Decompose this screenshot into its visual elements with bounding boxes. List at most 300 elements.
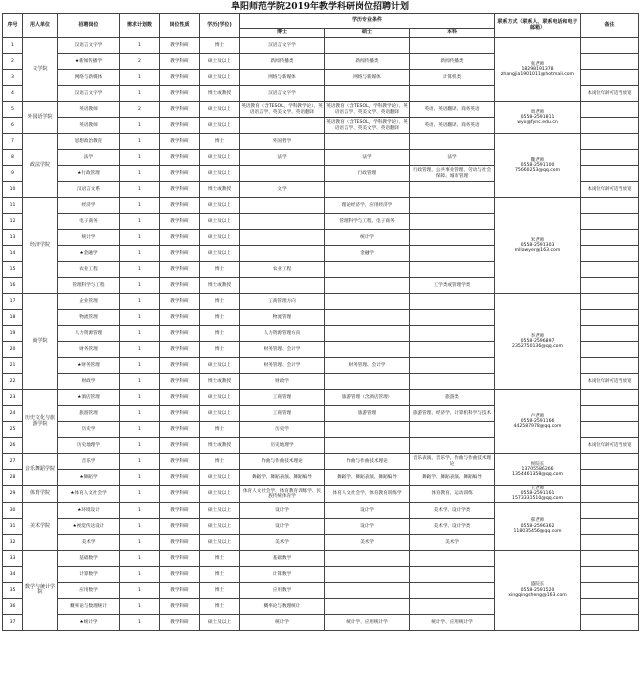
- post-name: 计算数学: [58, 566, 120, 582]
- row-number: 35: [3, 582, 23, 598]
- contact-line: 0558-2591100: [520, 162, 555, 168]
- degree-requirement: 博士或教授: [200, 182, 240, 198]
- degree-requirement: 博士: [200, 326, 240, 342]
- master-major: [325, 134, 410, 150]
- demand-count: 1: [120, 518, 160, 534]
- demand-count: 1: [120, 550, 160, 566]
- remark: [581, 390, 639, 406]
- phd-major: 人力资源管理方向: [240, 326, 325, 342]
- row-number: 23: [3, 390, 23, 406]
- master-major: [325, 310, 410, 326]
- master-major: [325, 598, 410, 614]
- master-major: 舞蹈学、舞蹈表演、舞蹈编导: [325, 470, 410, 486]
- row-number: 36: [3, 598, 23, 614]
- bachelor-major: 旅游管理、经济学、计算机科学与技术: [410, 406, 495, 422]
- bachelor-major: 行政管理、公共事业管理、劳动与社会保障、城市管理: [410, 166, 495, 182]
- phd-major: 基础数学: [240, 550, 325, 566]
- unit-name: 音乐舞蹈学院: [23, 454, 58, 486]
- post-name: ★体育人文社会学: [58, 486, 120, 503]
- unit-name: 外国语学院: [23, 102, 58, 134]
- post-type: 教学科研: [160, 246, 200, 262]
- contact-line: 李老师: [530, 333, 545, 339]
- unit-name: 体育学院: [23, 486, 58, 503]
- phd-major: 工商管理方向: [240, 294, 325, 310]
- bachelor-major: [410, 582, 495, 598]
- phd-major: [240, 118, 325, 134]
- master-major: 理论经济学、应用经济学: [325, 198, 410, 214]
- master-major: 作曲与作曲技术理论: [325, 454, 410, 470]
- demand-count: 1: [120, 486, 160, 503]
- remark: [581, 118, 639, 134]
- bachelor-major: 体育教育、运动训练: [410, 486, 495, 503]
- row-number: 1: [3, 38, 23, 54]
- post-name: 旅游管理: [58, 406, 120, 422]
- degree-requirement: 博士: [200, 454, 240, 470]
- row-number: 28: [3, 470, 23, 486]
- post-name: 思想政治教育: [58, 134, 120, 150]
- master-major: 统计学、应用统计学: [325, 614, 410, 630]
- degree-requirement: 博士: [200, 294, 240, 310]
- demand-count: 1: [120, 70, 160, 86]
- phd-major: 财政学: [240, 374, 325, 390]
- phd-major: 文学: [240, 182, 325, 198]
- bachelor-major: [410, 294, 495, 310]
- degree-requirement: 博士或教授: [200, 374, 240, 390]
- bachelor-major: 英语、英语翻译、商务英语: [410, 118, 495, 134]
- phd-major: 统计学: [240, 614, 325, 630]
- contact-line: mllawyer@163.com: [514, 248, 561, 254]
- degree-requirement: 博士: [200, 422, 240, 438]
- phd-major: 舞蹈学、舞蹈表演、舞蹈编导: [240, 470, 325, 486]
- remark: [581, 326, 639, 342]
- demand-count: 1: [120, 358, 160, 374]
- post-name: ★行政管理: [58, 166, 120, 182]
- post-type: 教学科研: [160, 598, 200, 614]
- bachelor-major: [410, 566, 495, 582]
- post-name: 历史地理学: [58, 438, 120, 454]
- contact-line: 米老师: [530, 237, 545, 243]
- post-type: 教学科研: [160, 102, 200, 118]
- contact-info: [495, 134, 581, 198]
- bachelor-major: [410, 214, 495, 230]
- post-name: 汉语言文字学: [58, 86, 120, 102]
- post-type: 教学科研: [160, 438, 200, 454]
- remark: [581, 422, 639, 438]
- post-type: 教学科研: [160, 358, 200, 374]
- remark: [581, 134, 639, 150]
- post-type: 教学科研: [160, 134, 200, 150]
- row-number: 17: [3, 294, 23, 310]
- header-master: 硕士: [325, 29, 410, 38]
- bachelor-major: 美术学: [410, 534, 495, 550]
- bachelor-major: [410, 310, 495, 326]
- post-type: 教学科研: [160, 230, 200, 246]
- degree-requirement: 博士: [200, 134, 240, 150]
- degree-requirement: 硕士及以上: [200, 70, 240, 86]
- phd-major: 农业工程: [240, 262, 325, 278]
- remark: [581, 518, 639, 534]
- phd-major: 体育人文社会学、体育教育训练学、民族传统体育学: [240, 486, 325, 503]
- post-name: 企业管理: [58, 294, 120, 310]
- row-number: 33: [3, 550, 23, 566]
- contact-line: 侯院长: [530, 461, 545, 467]
- unit-name: 文学院: [23, 38, 58, 102]
- master-major: 法学: [325, 150, 410, 166]
- row-number: 31: [3, 518, 23, 534]
- table-row: [3, 38, 639, 54]
- post-name: 电子商务: [58, 214, 120, 230]
- master-major: [325, 550, 410, 566]
- post-name: 物流管理: [58, 310, 120, 326]
- phd-major: 财务管理、会计学: [240, 342, 325, 358]
- master-major: 英语教育（含TESOL，学科教学论）、英语语言学、英美文学、英语翻译: [325, 102, 410, 118]
- master-major: [325, 326, 410, 342]
- post-type: 教学科研: [160, 310, 200, 326]
- demand-count: 1: [120, 86, 160, 102]
- row-number: 19: [3, 326, 23, 342]
- contact-line: 0558-2591166: [520, 418, 555, 424]
- master-major: 体育人文社会学、体育教育训练学: [325, 486, 410, 503]
- degree-requirement: 博士: [200, 38, 240, 54]
- post-type: 教学科研: [160, 150, 200, 166]
- bachelor-major: [410, 262, 495, 278]
- contact-info: [495, 550, 581, 630]
- remark: 本岗位年龄可适当放宽: [581, 182, 639, 198]
- row-number: 29: [3, 486, 23, 503]
- post-type: 教学科研: [160, 86, 200, 102]
- post-name: 人力资源管理: [58, 326, 120, 342]
- master-major: [325, 278, 410, 294]
- degree-requirement: 博士或教授: [200, 86, 240, 102]
- master-major: 英语教育（含TESOL，学科教学论）、英语语言学、英美文学、英语翻译: [325, 118, 410, 134]
- phd-major: 历史学: [240, 422, 325, 438]
- bachelor-major: 美术学、设计学类: [410, 502, 495, 518]
- table-row: [3, 390, 639, 406]
- master-major: 设计学: [325, 502, 410, 518]
- phd-major: 设计学: [240, 502, 325, 518]
- unit-name: 美术学院: [23, 502, 58, 550]
- row-number: 25: [3, 422, 23, 438]
- demand-count: 1: [120, 326, 160, 342]
- header-bachelor: 本科: [410, 29, 495, 38]
- bachelor-major: 计算机类: [410, 70, 495, 86]
- header-count: 需求计划数: [120, 14, 160, 38]
- demand-count: 1: [120, 470, 160, 486]
- contact-line: 王老师: [530, 486, 545, 491]
- bachelor-major: [410, 326, 495, 342]
- post-name: 美术学: [58, 534, 120, 550]
- contact-line: 1573331510@qq.com: [512, 496, 563, 502]
- bachelor-major: [410, 342, 495, 358]
- table-row: [3, 502, 639, 518]
- contact-info: [495, 454, 581, 486]
- remark: [581, 534, 639, 550]
- post-name: ★新闻传播学: [58, 54, 120, 70]
- post-type: 教学科研: [160, 470, 200, 486]
- row-number: 10: [3, 182, 23, 198]
- post-name: ★财务管理: [58, 358, 120, 374]
- post-type: 教学科研: [160, 582, 200, 598]
- remark: [581, 70, 639, 86]
- post-type: 教学科研: [160, 118, 200, 134]
- contact-line: 0558-2596897: [520, 338, 555, 344]
- phd-major: 新闻传播类: [240, 54, 325, 70]
- degree-requirement: 硕士及以上: [200, 534, 240, 550]
- post-name: 英语教师: [58, 102, 120, 118]
- master-major: [325, 438, 410, 454]
- master-major: [325, 86, 410, 102]
- post-name: 统计学: [58, 230, 120, 246]
- recruitment-table: [2, 13, 639, 631]
- phd-major: 财务管理、会计学: [240, 358, 325, 374]
- contact-line: zhangjia1901011@hotmail.com: [501, 72, 575, 78]
- remark: [581, 166, 639, 182]
- row-number: 9: [3, 166, 23, 182]
- bachelor-major: 舞蹈学、舞蹈表演、舞蹈编导: [410, 470, 495, 486]
- remark: [581, 470, 639, 486]
- master-major: 金融学: [325, 246, 410, 262]
- degree-requirement: 博士: [200, 598, 240, 614]
- contact-info: [495, 294, 581, 390]
- phd-major: 外国哲学: [240, 134, 325, 150]
- remark: [581, 214, 639, 230]
- demand-count: 1: [120, 422, 160, 438]
- remark: [581, 550, 639, 566]
- demand-count: 1: [120, 166, 160, 182]
- page-title: 阜阳师范学院2019年教学科研岗位招聘计划: [230, 2, 410, 12]
- demand-count: 1: [120, 150, 160, 166]
- row-number: 16: [3, 278, 23, 294]
- row-number: 18: [3, 310, 23, 326]
- row-number: 32: [3, 534, 23, 550]
- degree-requirement: 博士或教授: [200, 278, 240, 294]
- degree-requirement: 硕士及以上: [200, 230, 240, 246]
- remark: [581, 246, 639, 262]
- post-name: ★统计学: [58, 614, 120, 630]
- phd-major: 历史地理学: [240, 438, 325, 454]
- table-row: [3, 134, 639, 150]
- row-number: 13: [3, 230, 23, 246]
- contact-line: 0558-2591161: [520, 491, 555, 497]
- contact-info: [495, 390, 581, 454]
- demand-count: 1: [120, 614, 160, 630]
- contact-info: [495, 38, 581, 102]
- post-name: 基础数学: [58, 550, 120, 566]
- phd-major: 汉语言文字学: [240, 86, 325, 102]
- post-name: 汉语言文字学: [58, 38, 120, 54]
- degree-requirement: 硕士及以上: [200, 470, 240, 486]
- demand-count: 1: [120, 342, 160, 358]
- master-major: 新闻传播类: [325, 54, 410, 70]
- row-number: 30: [3, 502, 23, 518]
- remark: 本岗位年龄可适当放宽: [581, 86, 639, 102]
- contact-line: 0558-2591811: [520, 114, 555, 120]
- post-name: 农业工程: [58, 262, 120, 278]
- phd-major: 概率论与数理统计: [240, 598, 325, 614]
- header-note: 备注: [581, 14, 639, 38]
- row-number: 20: [3, 342, 23, 358]
- demand-count: 1: [120, 598, 160, 614]
- post-type: 教学科研: [160, 518, 200, 534]
- demand-count: 1: [120, 390, 160, 406]
- post-name: ★环境设计: [58, 502, 120, 518]
- post-type: 教学科研: [160, 326, 200, 342]
- bachelor-major: [410, 438, 495, 454]
- row-number: 8: [3, 150, 23, 166]
- contact-info: [495, 102, 581, 134]
- bachelor-major: 新闻传播类: [410, 54, 495, 70]
- phd-major: 汉语言文字学: [240, 38, 325, 54]
- phd-major: 美术学: [240, 534, 325, 550]
- remark: [581, 102, 639, 118]
- demand-count: 1: [120, 230, 160, 246]
- post-type: 教学科研: [160, 454, 200, 470]
- post-name: ★视觉传达设计: [58, 518, 120, 534]
- bachelor-major: 英语、英语翻译、商务英语: [410, 102, 495, 118]
- bachelor-major: 法学: [410, 150, 495, 166]
- master-major: [325, 422, 410, 438]
- remark: 本岗位年龄可适当放宽: [581, 374, 639, 390]
- row-number: 7: [3, 134, 23, 150]
- contact-line: 周老师: [530, 109, 545, 115]
- post-name: 历史学: [58, 422, 120, 438]
- remark: [581, 358, 639, 374]
- bachelor-major: 旅游类: [410, 390, 495, 406]
- unit-name: 数学与统计学院: [23, 550, 58, 630]
- remark: [581, 230, 639, 246]
- master-major: 旅游管理: [325, 406, 410, 422]
- remark: [581, 582, 639, 598]
- demand-count: 1: [120, 438, 160, 454]
- degree-requirement: 博士: [200, 566, 240, 582]
- post-name: ★舞蹈学: [58, 470, 120, 486]
- master-major: 统计学: [325, 230, 410, 246]
- row-number: 27: [3, 454, 23, 470]
- remark: [581, 486, 639, 503]
- degree-requirement: 博士: [200, 310, 240, 326]
- row-number: 21: [3, 358, 23, 374]
- degree-requirement: 硕士及以上: [200, 502, 240, 518]
- degree-requirement: 硕士及以上: [200, 486, 240, 503]
- demand-count: 1: [120, 582, 160, 598]
- post-type: 教学科研: [160, 486, 200, 503]
- demand-count: 1: [120, 262, 160, 278]
- contact-line: 13705586266: [521, 466, 554, 472]
- demand-count: 1: [120, 118, 160, 134]
- demand-count: 1: [120, 182, 160, 198]
- header-seq: 序号: [3, 14, 23, 38]
- demand-count: 1: [120, 134, 160, 150]
- table-body: [3, 38, 639, 631]
- row-number: 4: [3, 86, 23, 102]
- post-name: 经济学: [58, 198, 120, 214]
- post-type: 教学科研: [160, 374, 200, 390]
- remark: [581, 342, 639, 358]
- row-number: 3: [3, 70, 23, 86]
- phd-major: 计算数学: [240, 566, 325, 582]
- demand-count: 1: [120, 294, 160, 310]
- post-type: 教学科研: [160, 614, 200, 630]
- degree-requirement: 硕士及以上: [200, 518, 240, 534]
- master-major: 设计学: [325, 518, 410, 534]
- bachelor-major: [410, 374, 495, 390]
- header-degree: 学历(学位): [200, 14, 240, 38]
- row-number: 12: [3, 214, 23, 230]
- bachelor-major: [410, 198, 495, 214]
- row-number: 6: [3, 118, 23, 134]
- post-type: 教学科研: [160, 534, 200, 550]
- phd-major: [240, 214, 325, 230]
- demand-count: 1: [120, 214, 160, 230]
- unit-name: 经济学院: [23, 198, 58, 294]
- degree-requirement: 硕士及以上: [200, 358, 240, 374]
- master-major: [325, 262, 410, 278]
- degree-requirement: 硕士及以上: [200, 614, 240, 630]
- master-major: [325, 38, 410, 54]
- post-type: 教学科研: [160, 422, 200, 438]
- post-type: 教学科研: [160, 166, 200, 182]
- unit-name: 历史文化与旅游学院: [23, 390, 58, 454]
- post-type: 教学科研: [160, 182, 200, 198]
- remark: [581, 406, 639, 422]
- remark: [581, 614, 639, 630]
- contact-info: [495, 198, 581, 294]
- demand-count: 1: [120, 534, 160, 550]
- contact-line: 18298191378: [521, 66, 554, 72]
- demand-count: 1: [120, 310, 160, 326]
- table-row: [3, 102, 639, 118]
- contact-line: 2352750136@qq.com: [512, 344, 563, 350]
- bachelor-major: 音乐表演、音乐学、作曲与作曲技术理论: [410, 454, 495, 470]
- degree-requirement: 硕士及以上: [200, 150, 240, 166]
- header-unit: 用人单位: [23, 14, 58, 38]
- bachelor-major: [410, 422, 495, 438]
- master-major: [325, 342, 410, 358]
- remark: 本岗位年龄可适当放宽: [581, 438, 639, 454]
- phd-major: 物流管理: [240, 310, 325, 326]
- degree-requirement: 硕士及以上: [200, 246, 240, 262]
- remark: [581, 294, 639, 310]
- post-type: 教学科研: [160, 38, 200, 54]
- header-major: 学历专业条件: [240, 14, 495, 29]
- post-type: 教学科研: [160, 294, 200, 310]
- contact-line: 卢老师: [530, 413, 545, 419]
- header-post: 招聘岗位: [58, 14, 120, 38]
- phd-major: 设计学: [240, 518, 325, 534]
- header-phd: 博士: [240, 29, 325, 38]
- contact-info: [495, 502, 581, 550]
- bachelor-major: 美术学、设计学类: [410, 518, 495, 534]
- post-name: 网络与新媒体: [58, 70, 120, 86]
- remark: [581, 598, 639, 614]
- demand-count: 1: [120, 278, 160, 294]
- bachelor-major: [410, 182, 495, 198]
- post-type: 教学科研: [160, 566, 200, 582]
- phd-major: [240, 246, 325, 262]
- phd-major: [240, 278, 325, 294]
- phd-major: [240, 198, 325, 214]
- bachelor-major: 统计学、应用统计学: [410, 614, 495, 630]
- contact-line: 魏老师: [530, 157, 545, 163]
- degree-requirement: 硕士及以上: [200, 390, 240, 406]
- post-name: 概率论与数理统计: [58, 598, 120, 614]
- post-name: 财务管理: [58, 342, 120, 358]
- post-type: 教学科研: [160, 406, 200, 422]
- bachelor-major: [410, 358, 495, 374]
- degree-requirement: 硕士及以上: [200, 214, 240, 230]
- contact-line: 盛院长: [530, 582, 545, 588]
- master-major: 财务管理、会计学: [325, 358, 410, 374]
